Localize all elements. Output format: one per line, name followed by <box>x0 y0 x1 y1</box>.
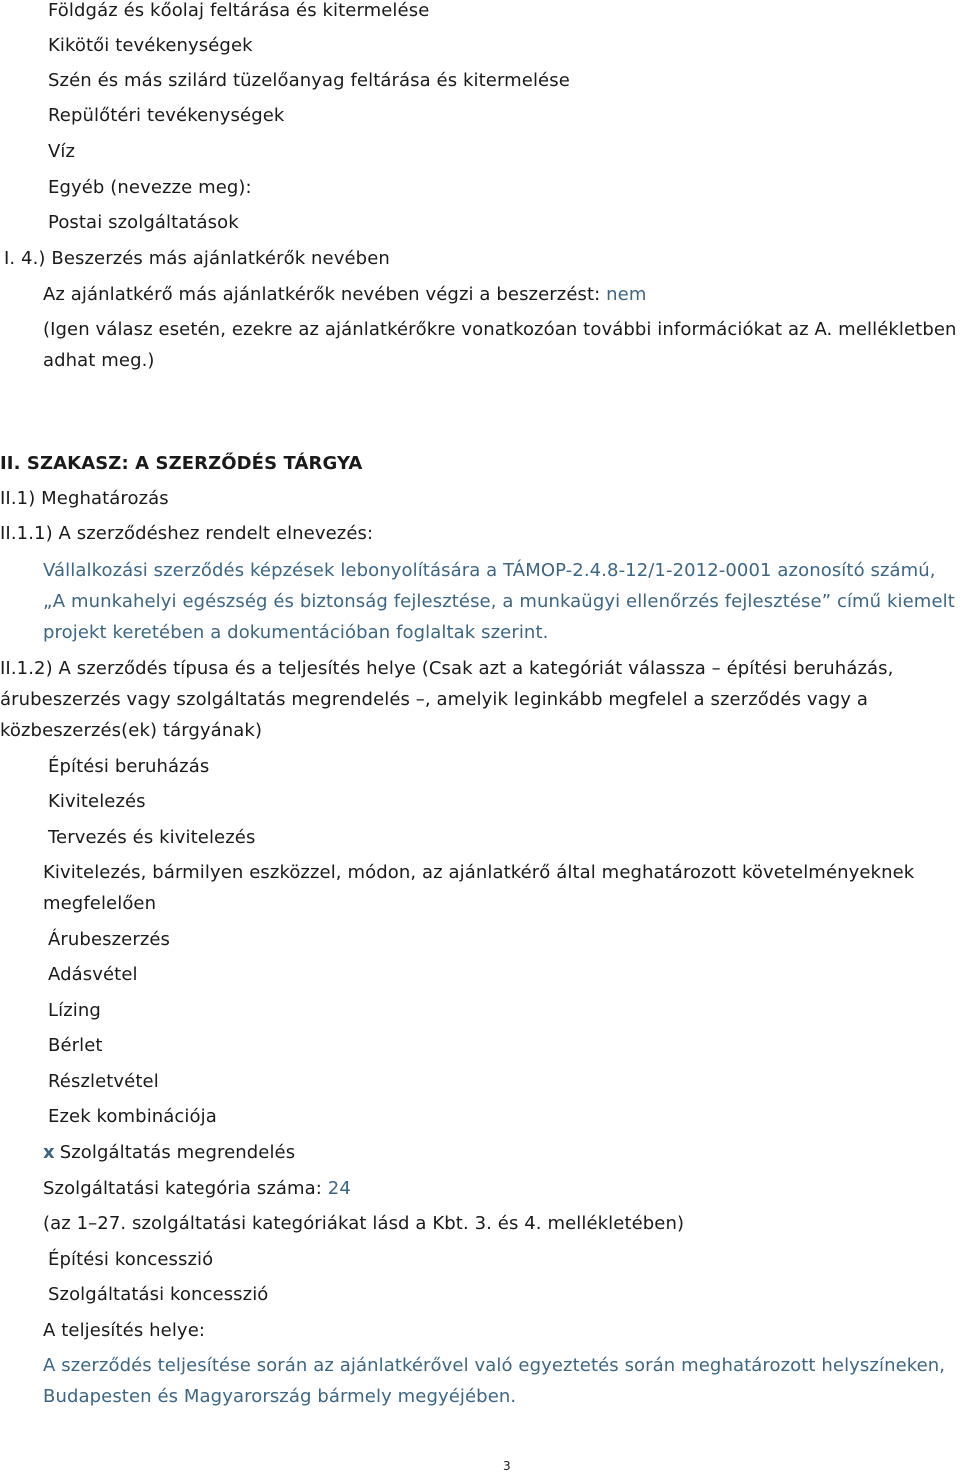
selected-mark: x <box>43 1142 55 1163</box>
contract-type-option: Részletvétel <box>48 1071 159 1092</box>
sector-option: Víz <box>48 141 76 162</box>
section-ii-heading: II. SZAKASZ: A SZERZŐDÉS TÁRGYA <box>0 453 363 474</box>
sector-option: Földgáz és kőolaj feltárása és kitermelése <box>48 0 430 21</box>
sector-option: Postai szolgáltatások <box>48 212 239 233</box>
contract-type-option-selected <box>43 1142 295 1164</box>
service-category-value: 24 <box>327 1178 351 1199</box>
contract-type-option: Tervezés és kivitelezés <box>48 827 256 848</box>
contract-type-option: Kivitelezés, bármilyen eszközzel, módon, az ajánlatkérő által meghatározott követelményeknek <box>43 862 915 883</box>
contract-type-option: Ezek kombinációja <box>48 1106 217 1127</box>
place-value: Budapesten és Magyarország bármely megyéjében. <box>43 1386 517 1407</box>
question-answer: nem <box>606 284 647 305</box>
section-ii1-heading: II.1) Meghatározás <box>0 488 169 509</box>
contract-type-option: Bérlet <box>48 1035 103 1056</box>
question-text: Az ajánlatkérő más ajánlatkérők nevében végzi a beszerzést: <box>43 284 607 305</box>
sector-option: Repülőtéri tevékenységek <box>48 105 285 126</box>
section-ii12-text: árubeszerzés vagy szolgáltatás megrendelés –, amelyik leginkább megfelel a szerződés vagy a <box>0 689 868 710</box>
section-ii12-text: közbeszerzés(ek) tárgyának) <box>0 720 263 741</box>
contract-type-option: Kivitelezés <box>48 791 146 812</box>
sector-option: Egyéb (nevezze meg): <box>48 177 252 198</box>
sector-option: Kikötői tevékenységek <box>48 35 253 56</box>
contract-type-option: megfelelően <box>43 893 157 914</box>
contract-type-option: Árubeszerzés <box>48 929 171 950</box>
contract-type-option: Szolgáltatási koncesszió <box>48 1284 269 1305</box>
service-category-label: Szolgáltatási kategória száma: <box>43 1178 328 1199</box>
contract-title: „A munkahelyi egészség és biztonság fejlesztése, a munkaügyi ellenőrzés fejlesztése” című kiemelt <box>43 591 955 612</box>
service-category <box>43 1178 351 1200</box>
section-i4-note: (Igen válasz esetén, ezekre az ajánlatkérőkre vonatkozóan további információkat az A. mellékletben <box>43 319 957 340</box>
contract-title: Vállalkozási szerződés képzések lebonyolítására a TÁMOP-2.4.8-12/1-2012-0001 azonosító számú, <box>43 560 936 581</box>
place-label: A teljesítés helye: <box>43 1320 206 1341</box>
contract-type-option: Építési beruházás <box>48 756 210 777</box>
section-i4-question <box>43 284 646 306</box>
contract-type-option: Adásvétel <box>48 964 138 985</box>
place-value: A szerződés teljesítése során az ajánlatkérővel való egyeztetés során meghatározott helyszíneken, <box>43 1355 946 1376</box>
page-number: 3 <box>503 1459 511 1473</box>
option-label: Szolgáltatás megrendelés <box>59 1142 296 1163</box>
section-ii12-text: II.1.2) A szerződés típusa és a teljesítés helye (Csak azt a kategóriát válassza – építési beruházás, <box>0 658 894 679</box>
section-ii11-label: II.1.1) A szerződéshez rendelt elnevezés: <box>0 523 374 544</box>
contract-title: projekt keretében a dokumentációban foglaltak szerint. <box>43 622 549 643</box>
contract-type-option: Lízing <box>48 1000 101 1021</box>
section-i4-note: adhat meg.) <box>43 350 155 371</box>
service-category-note: (az 1–27. szolgáltatási kategóriákat lásd a Kbt. 3. és 4. mellékletében) <box>43 1213 685 1234</box>
section-i4-heading: I. 4.) Beszerzés más ajánlatkérők nevében <box>4 248 390 269</box>
sector-option: Szén és más szilárd tüzelőanyag feltárása és kitermelése <box>48 70 570 91</box>
contract-type-option: Építési koncesszió <box>48 1249 214 1270</box>
